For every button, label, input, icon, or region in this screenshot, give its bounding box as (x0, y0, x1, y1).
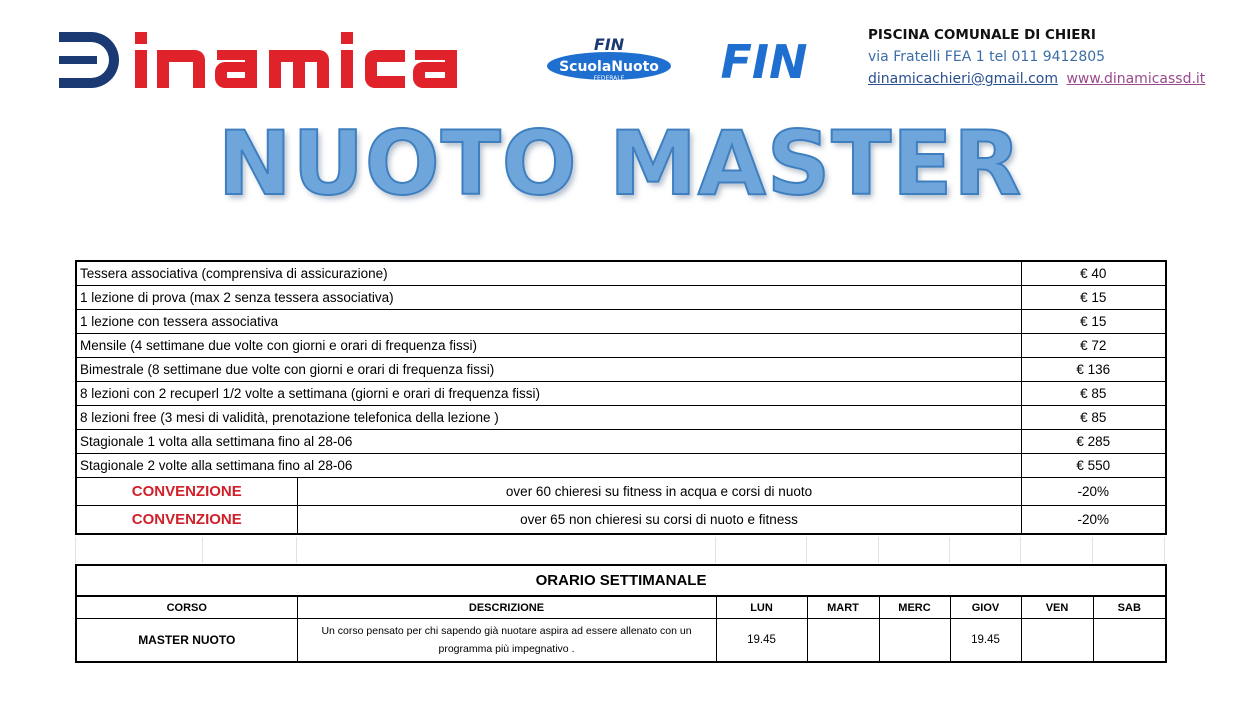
convention-label: CONVENZIONE (76, 506, 297, 535)
price-label: Tessera associativa (comprensiva di assicurazione) (76, 261, 1021, 286)
fin-scuola-nuoto-logo (545, 34, 673, 86)
svg-text:FIN: FIN (593, 35, 625, 54)
price-row (76, 334, 1166, 358)
convention-row (76, 506, 1166, 535)
price-value: € 72 (1021, 334, 1166, 358)
column-header: VEN (1021, 596, 1093, 619)
fin-scuola-text: ScuolaNuoto (559, 59, 659, 75)
price-label: 1 lezione di prova (max 2 senza tessera associativa) (76, 286, 1021, 310)
time-merc (879, 619, 950, 663)
price-value: € 550 (1021, 454, 1166, 478)
price-row (76, 286, 1166, 310)
website-link[interactable]: www.dinamicassd.it (1066, 71, 1206, 87)
schedule-row (76, 619, 1166, 663)
column-header: LUN (716, 596, 807, 619)
price-label: 1 lezione con tessera associativa (76, 310, 1021, 334)
time-sab (1093, 619, 1166, 663)
price-value: € 85 (1021, 382, 1166, 406)
column-header: SAB (1093, 596, 1166, 619)
convention-row (76, 478, 1166, 506)
price-value: € 15 (1021, 310, 1166, 334)
course-name: MASTER NUOTO (76, 619, 297, 663)
fin-logo (703, 38, 825, 84)
schedule-header-row (76, 596, 1166, 619)
convention-discount: -20% (1021, 478, 1166, 506)
column-header: MART (807, 596, 879, 619)
price-row (76, 310, 1166, 334)
price-value: € 85 (1021, 406, 1166, 430)
convention-description: over 65 non chieresi su corsi di nuoto e fitness (297, 506, 1021, 535)
price-value: € 136 (1021, 358, 1166, 382)
price-value: € 285 (1021, 430, 1166, 454)
fin-scuola-sub: FEDERALE (593, 75, 625, 82)
contact-block (868, 24, 1205, 90)
price-label: Bimestrale (8 settimane due volte con giorni e orari di frequenza fissi) (76, 358, 1021, 382)
price-row (76, 406, 1166, 430)
course-description: Un corso pensato per chi sapendo già nuotare aspira ad essere allenato con un programma più impegnativo . (297, 619, 716, 663)
time-ven (1021, 619, 1093, 663)
email-link[interactable]: dinamicachieri@gmail.com (868, 71, 1058, 87)
empty-grid-row (75, 537, 1165, 563)
column-header: MERC (879, 596, 950, 619)
column-header: DESCRIZIONE (297, 596, 716, 619)
price-row (76, 430, 1166, 454)
price-label: Mensile (4 settimane due volte con giorni e orari di frequenza fissi) (76, 334, 1021, 358)
price-label: Stagionale 1 volta alla settimana fino al 28-06 (76, 430, 1021, 454)
time-giov: 19.45 (950, 619, 1021, 663)
column-header: GIOV (950, 596, 1021, 619)
price-value: € 15 (1021, 286, 1166, 310)
venue-address: via Fratelli FEA 1 tel 011 9412805 (868, 49, 1106, 65)
convention-label: CONVENZIONE (76, 478, 297, 506)
price-row (76, 382, 1166, 406)
time-mart (807, 619, 879, 663)
page-title: NUOTO MASTER (217, 112, 1023, 215)
venue-name: PISCINA COMUNALE DI CHIERI (868, 27, 1096, 43)
dinamica-logo (57, 26, 477, 94)
price-table (75, 260, 1167, 535)
time-lun: 19.45 (716, 619, 807, 663)
price-label: 8 lezioni con 2 recuperl 1/2 volte a settimana (giorni e orari di frequenza fissi) (76, 382, 1021, 406)
convention-discount: -20% (1021, 506, 1166, 535)
price-row (76, 454, 1166, 478)
price-row (76, 358, 1166, 382)
price-value: € 40 (1021, 261, 1166, 286)
schedule-title: ORARIO SETTIMANALE (76, 565, 1166, 596)
price-row (76, 261, 1166, 286)
schedule-table (75, 564, 1167, 663)
column-header: CORSO (76, 596, 297, 619)
price-label: 8 lezioni free (3 mesi di validità, prenotazione telefonica della lezione ) (76, 406, 1021, 430)
price-label: Stagionale 2 volte alla settimana fino al 28-06 (76, 454, 1021, 478)
fin-text: FIN (720, 38, 808, 84)
convention-description: over 60 chieresi su fitness in acqua e corsi di nuoto (297, 478, 1021, 506)
